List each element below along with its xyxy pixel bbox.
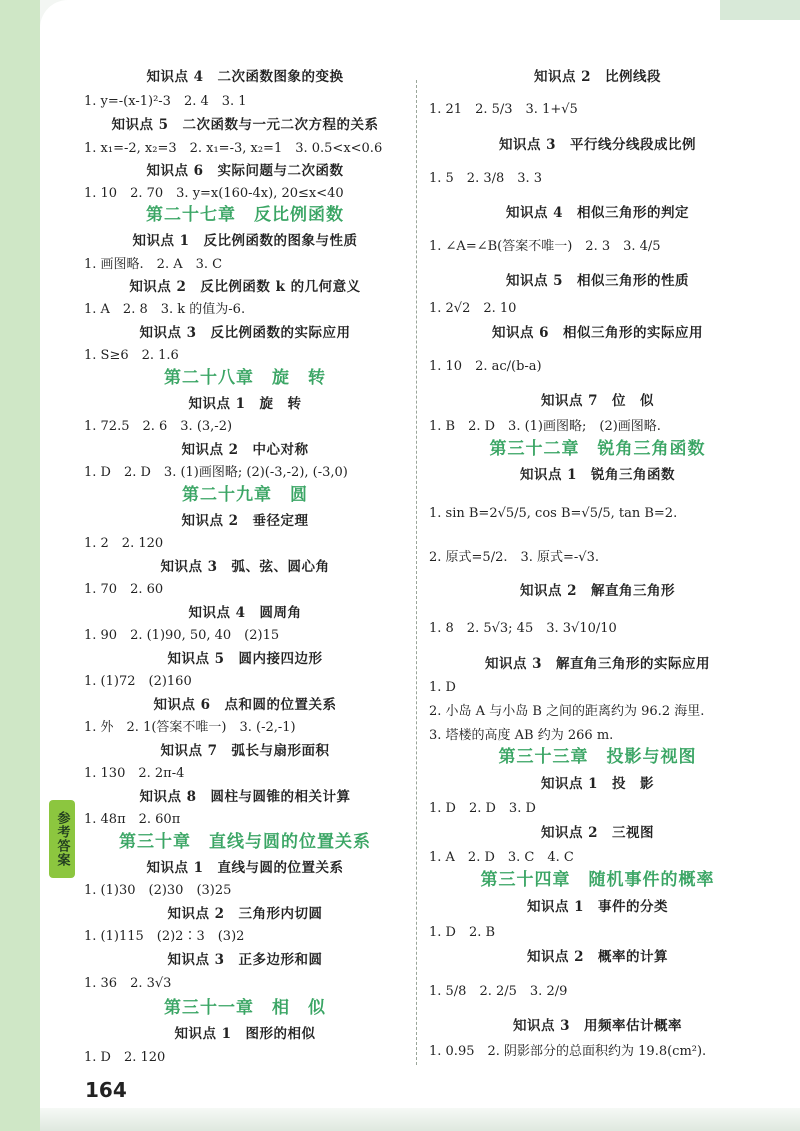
answer-line: 1. 5 2. 3/8 3. 3 — [429, 171, 543, 186]
answer-line: 1. D 2. 120 — [84, 1050, 166, 1065]
knowledge-point-heading: 知识点 5 二次函数与一元二次方程的关系 — [111, 117, 379, 133]
answer-line: 2. 小岛 A 与小岛 B 之间的距离约为 96.2 海里. — [429, 704, 705, 719]
answer-line: 1. A 2. D 3. C 4. C — [429, 850, 574, 865]
chapter-heading: 第二十八章 旋 转 — [164, 368, 326, 388]
knowledge-point-heading: 知识点 1 旋 转 — [188, 396, 302, 412]
column-divider — [416, 80, 417, 1065]
answer-line: 1. 2 2. 120 — [84, 536, 164, 551]
answer-line: 1. B 2. D 3. (1)画图略; (2)画图略. — [429, 419, 661, 434]
answer-line: 1. x₁=-2, x₂=3 2. x₁=-3, x₂=1 3. 0.5<x<0.6 — [84, 141, 383, 156]
knowledge-point-heading: 知识点 1 事件的分类 — [526, 899, 669, 915]
knowledge-point-heading: 知识点 2 解直角三角形 — [519, 583, 676, 599]
knowledge-point-heading: 知识点 6 相似三角形的实际应用 — [491, 325, 704, 341]
knowledge-point-heading: 知识点 2 垂径定理 — [181, 513, 309, 529]
answer-line: 1. 8 2. 5√3; 45 3. 3√10/10 — [429, 621, 617, 636]
answer-line: 2. 原式=5/2. 3. 原式=-√3. — [429, 550, 599, 565]
knowledge-point-heading: 知识点 2 中心对称 — [181, 442, 309, 458]
answer-line: 1. 36 2. 3√3 — [84, 976, 172, 991]
answer-line: 1. 画图略. 2. A 3. C — [84, 257, 223, 272]
answer-line: 1. D 2. D 3. (1)画图略; (2)(-3,-2), (-3,0) — [84, 465, 348, 480]
answer-line: 1. 130 2. 2π-4 — [84, 766, 185, 781]
answer-line: 1. 48π 2. 60π — [84, 812, 181, 827]
side-tab-label: 参考答案 — [54, 811, 70, 867]
knowledge-point-heading: 知识点 3 用频率估计概率 — [512, 1018, 683, 1034]
answer-line: 1. 72.5 2. 6 3. (3,-2) — [84, 419, 233, 434]
answer-line: 1. D 2. B — [429, 925, 496, 940]
answer-line: 1. 10 2. 70 3. y=x(160-4x), 20≤x<40 — [84, 186, 344, 201]
chapter-heading: 第三十四章 随机事件的概率 — [480, 870, 715, 890]
answer-line: 1. A 2. 8 3. k 的值为-6. — [84, 302, 246, 317]
knowledge-point-heading: 知识点 5 圆内接四边形 — [167, 651, 323, 667]
knowledge-point-heading: 知识点 1 图形的相似 — [174, 1026, 316, 1042]
answer-line: 1. 5/8 2. 2/5 3. 2/9 — [429, 984, 568, 999]
answer-line: 3. 塔楼的高度 AB 约为 266 m. — [429, 728, 614, 743]
knowledge-point-heading: 知识点 4 二次函数图象的变换 — [146, 69, 344, 85]
chapter-heading: 第三十二章 锐角三角函数 — [489, 439, 706, 459]
answer-line: 1. S≥6 2. 1.6 — [84, 348, 179, 363]
chapter-heading: 第三十三章 投影与视图 — [498, 747, 697, 767]
side-tab — [49, 800, 75, 878]
knowledge-point-heading: 知识点 1 反比例函数的图象与性质 — [132, 233, 358, 249]
knowledge-point-heading: 知识点 1 投 影 — [540, 776, 655, 792]
answer-line: 1. 21 2. 5/3 3. 1+√5 — [429, 102, 578, 117]
knowledge-point-heading: 知识点 4 圆周角 — [188, 605, 302, 621]
knowledge-point-heading: 知识点 1 锐角三角函数 — [519, 467, 676, 483]
answer-line: 1. (1)115 (2)2∶3 (3)2 — [84, 929, 245, 944]
answer-line: 1. 2√2 2. 10 — [429, 301, 517, 316]
knowledge-point-heading: 知识点 2 三视图 — [540, 825, 655, 841]
answer-line: 1. sin B=2√5/5, cos B=√5/5, tan B=2. — [429, 506, 678, 521]
answer-line: 1. D 2. D 3. D — [429, 801, 536, 816]
knowledge-point-heading: 知识点 3 平行线分线段成比例 — [498, 137, 697, 153]
bottom-strip — [40, 1108, 800, 1131]
knowledge-point-heading: 知识点 2 三角形内切圆 — [167, 906, 323, 922]
answer-line: 1. 10 2. ac/(b-a) — [429, 359, 542, 374]
chapter-heading: 第三十一章 相 似 — [164, 998, 326, 1018]
answer-line: 1. D — [429, 680, 456, 695]
knowledge-point-heading: 知识点 7 位 似 — [540, 393, 655, 409]
answer-line: 1. 90 2. (1)90, 50, 40 (2)15 — [84, 628, 280, 643]
answer-line: 1. 外 2. 1(答案不唯一) 3. (-2,-1) — [84, 720, 296, 735]
answer-line: 1. (1)72 (2)160 — [84, 674, 192, 689]
knowledge-point-heading: 知识点 3 解直角三角形的实际应用 — [484, 656, 711, 672]
binding-edge — [0, 0, 40, 1131]
answer-line: 1. 0.95 2. 阴影部分的总面积约为 19.8(cm²). — [429, 1044, 707, 1059]
page-number: 164 — [85, 1078, 127, 1102]
knowledge-point-heading: 知识点 2 概率的计算 — [526, 949, 669, 965]
knowledge-point-heading: 知识点 4 相似三角形的判定 — [505, 205, 690, 221]
knowledge-point-heading: 知识点 6 点和圆的位置关系 — [153, 697, 337, 713]
answer-line: 1. (1)30 (2)30 (3)25 — [84, 883, 232, 898]
knowledge-point-heading: 知识点 5 相似三角形的性质 — [505, 273, 690, 289]
knowledge-point-heading: 知识点 1 直线与圆的位置关系 — [146, 860, 344, 876]
chapter-heading: 第三十章 直线与圆的位置关系 — [119, 832, 371, 852]
knowledge-point-heading: 知识点 3 反比例函数的实际应用 — [139, 325, 351, 341]
knowledge-point-heading: 知识点 2 比例线段 — [533, 69, 662, 85]
knowledge-point-heading: 知识点 3 弧、弦、圆心角 — [160, 559, 330, 575]
knowledge-point-heading: 知识点 6 实际问题与二次函数 — [146, 163, 344, 179]
answer-line: 1. 70 2. 60 — [84, 582, 164, 597]
answer-line: 1. ∠A=∠B(答案不唯一) 2. 3 3. 4/5 — [429, 239, 661, 254]
answer-line: 1. y=-(x-1)²-3 2. 4 3. 1 — [84, 94, 247, 109]
knowledge-point-heading: 知识点 2 反比例函数 k 的几何意义 — [129, 279, 361, 295]
top-strip — [720, 0, 800, 20]
knowledge-point-heading: 知识点 3 正多边形和圆 — [167, 952, 323, 968]
knowledge-point-heading: 知识点 8 圆柱与圆锥的相关计算 — [139, 789, 351, 805]
knowledge-point-heading: 知识点 7 弧长与扇形面积 — [160, 743, 330, 759]
chapter-heading: 第二十九章 圆 — [182, 485, 308, 505]
chapter-heading: 第二十七章 反比例函数 — [146, 205, 344, 225]
